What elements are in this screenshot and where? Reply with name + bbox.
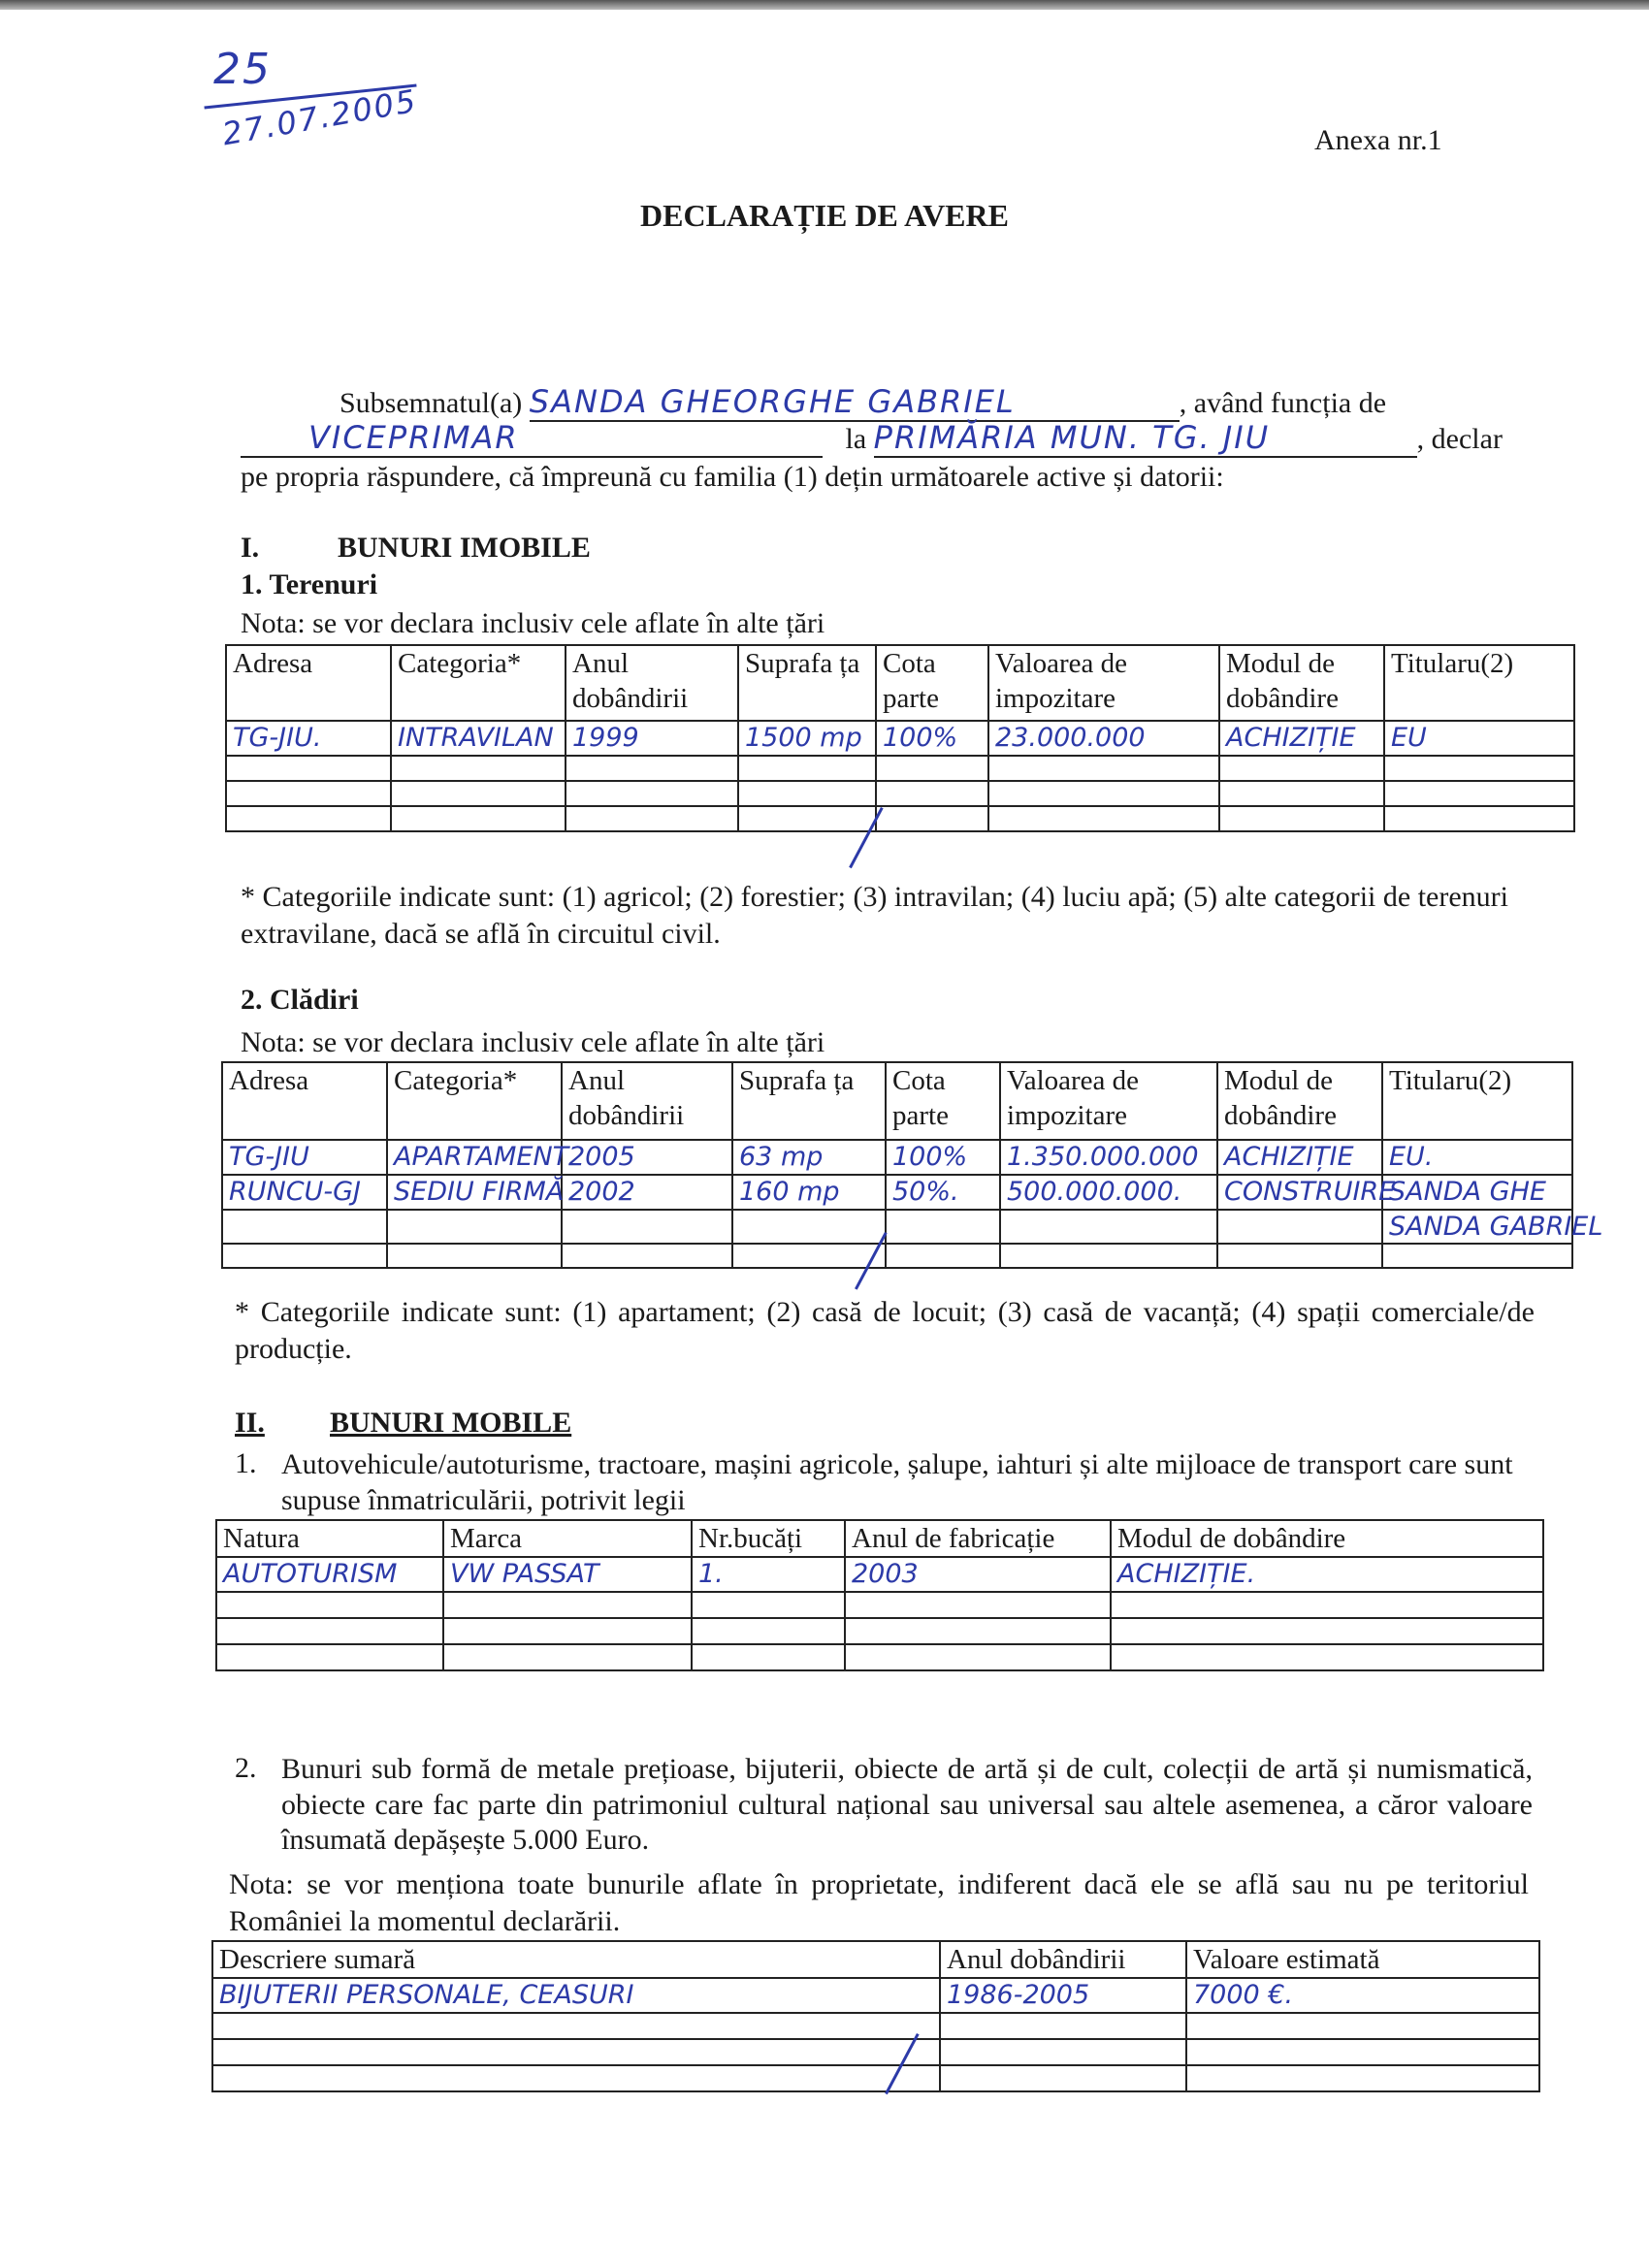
- table-cell: [988, 806, 1219, 831]
- column-header: Categoria*: [387, 1062, 562, 1140]
- terenuri-table: [225, 644, 1575, 832]
- table-row: [216, 1644, 1543, 1670]
- bunuri-table: [211, 1940, 1540, 2092]
- table-cell: [443, 1618, 692, 1644]
- registration-number: 25: [213, 45, 272, 94]
- column-header: Titularu(2): [1384, 645, 1574, 721]
- table-cell: 1.350.000.000: [1000, 1140, 1217, 1175]
- table-cell: [940, 2039, 1186, 2065]
- table-cell: [692, 1644, 845, 1670]
- table-row: [226, 806, 1574, 831]
- table-cell: 500.000.000.: [1000, 1175, 1217, 1210]
- table-cell: [226, 806, 391, 831]
- column-header: Anul dobândirii: [562, 1062, 732, 1140]
- table-cell: [443, 1644, 692, 1670]
- table-cell: [562, 1210, 732, 1245]
- table-cell: [876, 806, 988, 831]
- table-cell: [216, 1592, 443, 1618]
- table-cell: [1186, 2065, 1539, 2091]
- table-cell: [1384, 756, 1574, 781]
- bunuri-nota: Nota: se vor menționa toate bunurile aflate în proprietate, indiferent dacă ele se află sau nu pe teritoriul României la momentul declarării.: [229, 1868, 1529, 1937]
- table-row: [212, 2013, 1539, 2039]
- column-header: Cota parte: [886, 1062, 1000, 1140]
- table-cell: [988, 781, 1219, 806]
- table-cell: [876, 781, 988, 806]
- table-cell: [562, 1244, 732, 1268]
- table-cell: BIJUTERII PERSONALE, CEASURI: [212, 1978, 940, 2013]
- column-header: Modul de dobândire: [1111, 1520, 1543, 1557]
- table-header-row: [212, 1941, 1539, 1978]
- table-cell: [216, 1618, 443, 1644]
- bunuri-heading: Bunuri sub formă de metale prețioase, bijuterii, obiecte de artă și de cult, colecții de artă și numismatică, obiecte care fac parte din patrimoniul cultural național sau universal sau altele asemenea, a căror valoare însumată depășește 5.000 Euro.: [281, 1753, 1533, 1857]
- intro-line-1: Subsemnatul(a) SANDA GHEORGHE GABRIEL , având funcția de: [340, 383, 1387, 420]
- table-row: [226, 721, 1574, 756]
- table-cell: [732, 1244, 886, 1268]
- table-cell: [391, 756, 566, 781]
- table-cell: [1217, 1244, 1382, 1268]
- table-cell: 100%: [876, 721, 988, 756]
- section-2-title: BUNURI MOBILE: [330, 1407, 572, 1439]
- column-header: Anul dobândirii: [566, 645, 738, 721]
- table-cell: APARTAMENT: [387, 1140, 562, 1175]
- table-row: [222, 1210, 1572, 1245]
- column-header: Suprafa ța: [738, 645, 876, 721]
- table-row: [212, 1978, 1539, 2013]
- table-header-row: [222, 1062, 1572, 1140]
- table-cell: [1382, 1244, 1572, 1268]
- table-row: [222, 1140, 1572, 1175]
- table-cell: [845, 1644, 1111, 1670]
- column-header: Cota parte: [876, 645, 988, 721]
- table-row: [216, 1592, 1543, 1618]
- table-cell: [566, 781, 738, 806]
- table-cell: [940, 2065, 1186, 2091]
- table-row: [226, 781, 1574, 806]
- table-cell: EU.: [1382, 1140, 1572, 1175]
- table-cell: [226, 781, 391, 806]
- table-cell: [566, 806, 738, 831]
- table-cell: 100%: [886, 1140, 1000, 1175]
- table-cell: 2005: [562, 1140, 732, 1175]
- vehicule-heading: Autovehicule/autoturisme, tractoare, mașini agricole, șalupe, iahturi și alte mijloace de transport care sunt supuse înmatriculării, potrivit legii: [281, 1448, 1513, 1516]
- table-cell: 1500 mp: [738, 721, 876, 756]
- column-header: Nr.bucăți: [692, 1520, 845, 1557]
- table-cell: [845, 1592, 1111, 1618]
- table-cell: 2002: [562, 1175, 732, 1210]
- document-title: DECLARAȚIE DE AVERE: [640, 198, 1009, 233]
- table-cell: [732, 1210, 886, 1245]
- table-cell: [1219, 806, 1384, 831]
- column-header: Suprafa ța: [732, 1062, 886, 1140]
- table-cell: [212, 2065, 940, 2091]
- table-cell: [692, 1618, 845, 1644]
- table-cell: [1384, 806, 1574, 831]
- table-cell: [1000, 1244, 1217, 1268]
- table-cell: [222, 1210, 387, 1245]
- table-cell: VW PASSAT: [443, 1557, 692, 1592]
- column-header: Adresa: [226, 645, 391, 721]
- table-cell: [988, 756, 1219, 781]
- table-cell: [738, 756, 876, 781]
- column-header: Descriere sumară: [212, 1941, 940, 1978]
- section-1-roman: I.: [241, 532, 260, 564]
- declarant-institution: PRIMĂRIA MUN. TG. JIU: [874, 419, 1417, 458]
- table-cell: [1000, 1210, 1217, 1245]
- table-cell: [1219, 781, 1384, 806]
- table-cell: [216, 1644, 443, 1670]
- terenuri-heading: 1. Terenuri: [241, 568, 378, 600]
- table-row: [212, 2039, 1539, 2065]
- table-header-row: [226, 645, 1574, 721]
- table-cell: 1986-2005: [940, 1978, 1186, 2013]
- table-cell: 7000 €.: [1186, 1978, 1539, 2013]
- vehicule-table: [215, 1519, 1544, 1671]
- table-cell: TG-JIU: [222, 1140, 387, 1175]
- table-cell: AUTOTURISM: [216, 1557, 443, 1592]
- section-1-title: BUNURI IMOBILE: [338, 532, 591, 564]
- table-cell: [886, 1244, 1000, 1268]
- table-cell: [212, 2013, 940, 2039]
- table-cell: [387, 1210, 562, 1245]
- table-cell: TG-JIU.: [226, 721, 391, 756]
- table-header-row: [216, 1520, 1543, 1557]
- table-cell: [1186, 2039, 1539, 2065]
- cladiri-heading: 2. Clădiri: [241, 984, 359, 1016]
- cladiri-table: [221, 1061, 1603, 1269]
- table-cell: SEDIU FIRMĂ: [387, 1175, 562, 1210]
- table-cell: 23.000.000: [988, 721, 1219, 756]
- table-cell: ACHIZIȚIE.: [1111, 1557, 1543, 1592]
- table-cell: [692, 1592, 845, 1618]
- vehicule-heading-num: 1.: [235, 1447, 257, 1479]
- table-cell: 2003: [845, 1557, 1111, 1592]
- table-cell: 160 mp: [732, 1175, 886, 1210]
- bunuri-heading-num: 2.: [235, 1752, 257, 1784]
- column-header: Titularu(2): [1382, 1062, 1572, 1140]
- intro-line-2: VICEPRIMAR la PRIMĂRIA MUN. TG. JIU , declar: [241, 419, 1540, 458]
- table-row: [216, 1618, 1543, 1644]
- declarant-function: VICEPRIMAR: [241, 419, 823, 458]
- terenuri-footnote: * Categoriile indicate sunt: (1) agricol; (2) forestier; (3) intravilan; (4) luciu apă; (5) alte categorii de terenuri extravilane, dacă se află în circuitul civil.: [241, 881, 1508, 950]
- column-header: Natura: [216, 1520, 443, 1557]
- table-cell: [391, 806, 566, 831]
- table-cell: SANDA GHE: [1382, 1175, 1572, 1210]
- table-cell: RUNCU-GJ: [222, 1175, 387, 1210]
- table-cell: CONSTRUIRE: [1217, 1175, 1382, 1210]
- table-row: [212, 2065, 1539, 2091]
- table-cell: [940, 2013, 1186, 2039]
- table-cell: [1111, 1618, 1543, 1644]
- table-cell: [876, 756, 988, 781]
- table-cell: [1186, 2013, 1539, 2039]
- table-cell: [1217, 1210, 1382, 1245]
- registration-date: 27.07.2005: [219, 81, 420, 153]
- table-cell: [1111, 1592, 1543, 1618]
- table-cell: [391, 781, 566, 806]
- table-cell: 63 mp: [732, 1140, 886, 1175]
- table-cell: [738, 781, 876, 806]
- annex-label: Anexa nr.1: [1314, 124, 1442, 156]
- table-cell: [443, 1592, 692, 1618]
- table-cell: SANDA GABRIEL: [1382, 1210, 1572, 1245]
- table-cell: ACHIZIȚIE: [1219, 721, 1384, 756]
- table-row: [222, 1244, 1572, 1268]
- table-cell: [212, 2039, 940, 2065]
- column-header: Valoare estimată: [1186, 1941, 1539, 1978]
- table-cell: [387, 1244, 562, 1268]
- column-header: Anul dobândirii: [940, 1941, 1186, 1978]
- table-cell: [886, 1210, 1000, 1245]
- cladiri-nota: Nota: se vor declara inclusiv cele aflate în alte țări: [241, 1026, 825, 1058]
- table-cell: [222, 1244, 387, 1268]
- column-header: Modul de dobândire: [1219, 645, 1384, 721]
- table-cell: [566, 756, 738, 781]
- table-cell: [1111, 1644, 1543, 1670]
- table-cell: [845, 1618, 1111, 1644]
- table-row: [226, 756, 1574, 781]
- table-cell: [738, 806, 876, 831]
- table-row: [222, 1175, 1572, 1210]
- section-2-roman: II.: [235, 1407, 265, 1439]
- cladiri-footnote: * Categoriile indicate sunt: (1) apartament; (2) casă de locuit; (3) casă de vacanță; (4) spații comerciale/de producție.: [235, 1296, 1535, 1365]
- column-header: Modul de dobândire: [1217, 1062, 1382, 1140]
- column-header: Anul de fabricație: [845, 1520, 1111, 1557]
- table-cell: 1999: [566, 721, 738, 756]
- registration-mark: [194, 39, 446, 153]
- scan-edge: [0, 0, 1649, 10]
- terenuri-nota: Nota: se vor declara inclusiv cele aflate în alte țări: [241, 607, 825, 639]
- table-cell: INTRAVILAN: [391, 721, 566, 756]
- column-header: Categoria*: [391, 645, 566, 721]
- table-cell: [1219, 756, 1384, 781]
- declarant-name: SANDA GHEORGHE GABRIEL: [530, 383, 1180, 422]
- table-cell: EU: [1384, 721, 1574, 756]
- column-header: Marca: [443, 1520, 692, 1557]
- intro-line-3: pe propria răspundere, că împreună cu familia (1) dețin următoarele active și datorii:: [241, 461, 1224, 493]
- table-cell: 50%.: [886, 1175, 1000, 1210]
- column-header: Adresa: [222, 1062, 387, 1140]
- table-row: [216, 1557, 1543, 1592]
- table-cell: 1.: [692, 1557, 845, 1592]
- table-cell: [226, 756, 391, 781]
- table-cell: [1384, 781, 1574, 806]
- column-header: Valoarea de impozitare: [988, 645, 1219, 721]
- table-cell: ACHIZIȚIE: [1217, 1140, 1382, 1175]
- column-header: Valoarea de impozitare: [1000, 1062, 1217, 1140]
